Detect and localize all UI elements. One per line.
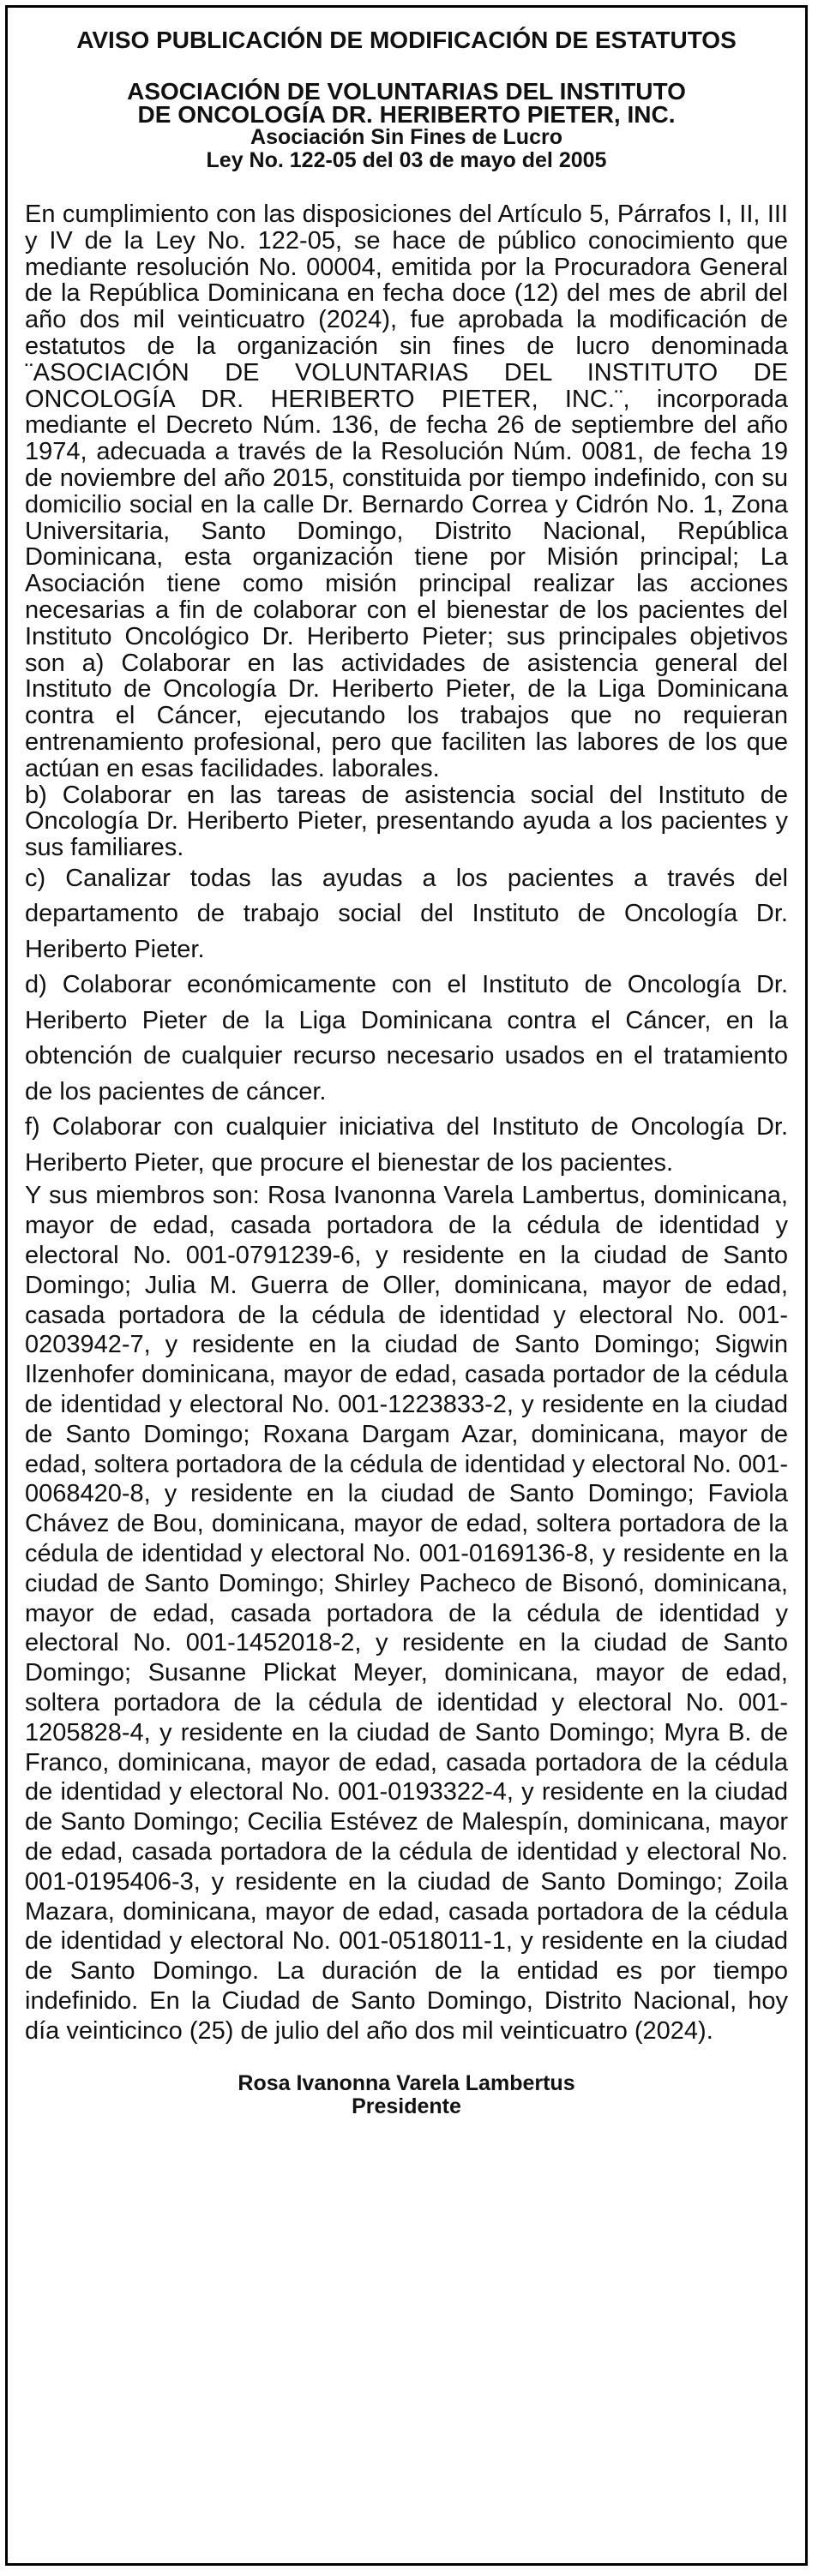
notice-body — [8, 201, 805, 2046]
intro-paragraph: En cumplimiento con las disposiciones del Artículo 5, Párrafos I, II, III y IV de la Ley No. 122-05, se hace de público conocimiento que mediante resolución No. 00004, emitida por la Procuradora General de la República Dominicana en fecha doce (12) del mes de abril del año dos mil veinticuatro (2024), fue aprobada la modificación de estatutos de la organización sin fines de lucro denominada ¨ASOCIACIÓN DE VOLUNTARIAS DEL INSTITUTO DE ONCOLOGÍA DR. HERIBERTO PIETER, INC.¨, incorporada mediante el Decreto Núm. 136, de fecha 26 de septiembre del año 1974, adecuada a través de la Resolución Núm. 0081, de fecha 19 de noviembre del año 2015, constituida por tiempo indefinido, con su domicilio social en la calle Dr. Bernardo Correa y Cidrón No. 1, Zona Universitaria, Santo Domingo, Distrito Nacional, República Dominicana, esta organización tiene por Misión principal; La Asociación tiene como misión principal realizar las acciones necesarias a fin de colaborar con el bienestar de los pacientes del Instituto Oncológico Dr. Heriberto Pieter; sus principales objetivos son a) Colaborar en las actividades de asistencia general del Instituto de Oncología Dr. Heriberto Pieter, de la Liga Dominicana contra el Cáncer, ejecutando los trabajos que no requieran entrenamiento profesional, pero que faciliten las labores de los que actúan en esas facilidades. laborales. — [25, 201, 788, 782]
objective-c: c) Canalizar todas las ayudas a los pacientes a través del departamento de trabajo social del Instituto de Oncología Dr. Heriberto Pieter. — [25, 864, 788, 963]
members-paragraph: Y sus miembros son: Rosa Ivanonna Varela Lambertus, dominicana, mayor de edad, casada portadora de la cédula de identidad y electoral No. 001-0791239-6, y residente en la ciudad de Santo Domingo; Julia M. Guerra de Oller, dominicana, mayor de edad, casada portadora de la cédula de identidad y electoral No. 001-0203942-7, y residente en la ciudad de Santo Domingo; Sigwin Ilzenhofer dominicana, mayor de edad, casada portador de la cédula de identidad y electoral No. 001-1223833-2, y residente en la ciudad de Santo Domingo; Roxana Dargam Azar, dominicana, mayor de edad, soltera portadora de la cédula de identidad y electoral No. 001-0068420-8, y residente en la ciudad de Santo Domingo; Faviola Chávez de Bou, dominicana, mayor de edad, soltera portadora de la cédula de identidad y electoral No. 001-0169136-8, y residente en la ciudad de Santo Domingo; Shirley Pacheco de Bisonó, dominicana, mayor de edad, casada portadora de la cédula de identidad y electoral No. 001-1452018-2, y residente en la ciudad de Santo Domingo; Susanne Plickat Meyer, dominicana, mayor de edad, soltera portadora de la cédula de identidad y electoral No. 001-1205828-4, y residente en la ciudad de Santo Domingo; Myra B. de Franco, dominicana, mayor de edad, casada portadora de la cédula de identidad y electoral No. 001-0193322-4, y residente en la ciudad de Santo Domingo; Cecilia Estévez de Malespín, dominicana, mayor de edad, casada portadora de la cédula de identidad y electoral No. 001-0195406-3, y residente en la ciudad de Santo Domingo; Zoila Mazara, dominicana, mayor de edad, casada portadora de la cédula de identidad y electoral No. 001-0518011-1, y residente en la ciudad de Santo Domingo. La duración de la entidad es por tiempo indefinido. En la Ciudad de Santo Domingo, Distrito Nacional, hoy día veinticinco (25) de julio del año dos mil veinticuatro (2024). — [25, 1182, 788, 2045]
signature-block — [8, 2072, 805, 2118]
notice-frame — [5, 5, 808, 2566]
objective-f: f) Colaborar con cualquier iniciativa del Instituto de Oncología Dr. Heriberto Pieter, que procure el bienestar de los pacientes. — [25, 1113, 788, 1177]
signatory-title: Presidente — [352, 2094, 461, 2118]
notice-title: AVISO PUBLICACIÓN DE MODIFICACIÓN DE ESTATUTOS — [76, 27, 737, 53]
signatory-name: Rosa Ivanonna Varela Lambertus — [238, 2070, 575, 2095]
organization-name: ASOCIACIÓN DE VOLUNTARIAS DEL INSTITUTO DE ONCOLOGÍA DR. HERIBERTO PIETER, INC. — [127, 78, 686, 128]
organization-type: Asociación Sin Fines de Lucro — [250, 125, 562, 149]
notice-header — [8, 25, 805, 172]
objective-b: b) Colaborar en las tareas de asistencia social del Instituto de Oncología Dr. Heriberto Pieter, presentando ayuda a los pacientes y sus familiares. — [25, 781, 788, 862]
law-reference: Ley No. 122-05 del 03 de mayo del 2005 — [206, 148, 607, 172]
objective-d: d) Colaborar económicamente con el Instituto de Oncología Dr. Heriberto Pieter de la Liga Dominicana contra el Cáncer, en la obtención de cualquier recurso necesario usados en el tratamiento de los pacientes de cáncer. — [25, 971, 788, 1105]
